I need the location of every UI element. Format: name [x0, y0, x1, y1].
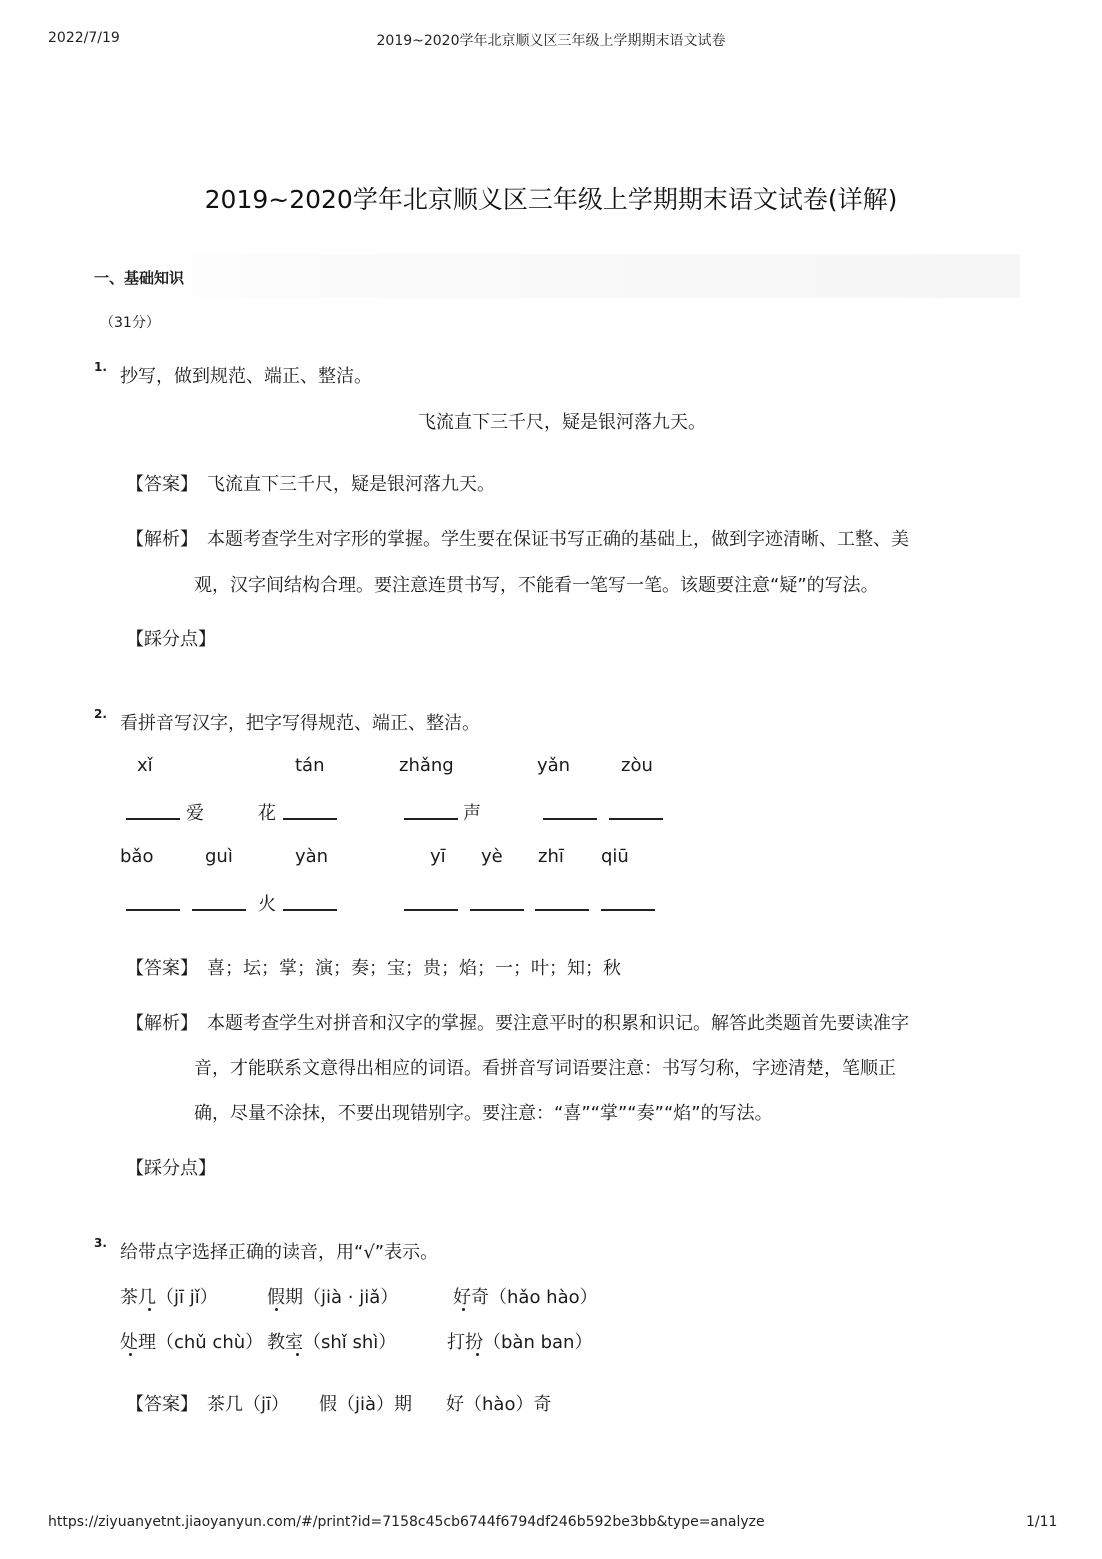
reading-choice-item[interactable]: 教室（shǐ shì）: [267, 1332, 397, 1353]
emphasis-dot: [275, 1308, 278, 1311]
reading-choice-item[interactable]: 打扮（bàn ban）: [447, 1332, 593, 1353]
emphasis-dot: [462, 1308, 465, 1311]
emphasis-dot: [296, 1353, 299, 1356]
given-character: 花: [258, 803, 276, 824]
scoring-label: 【踩分点】: [126, 1158, 216, 1179]
analysis-text-line: 音，才能联系文意得出相应的词语。看拼音写词语要注意：书写匀称，字迹清楚，笔顺正: [194, 1058, 896, 1079]
question-number: 3.: [94, 1236, 107, 1250]
analysis-text-line: 确，尽量不涂抹，不要出现错别字。要注意：“喜”“掌”“奏”“焰”的写法。: [194, 1103, 773, 1124]
pinyin-label: yè: [481, 846, 503, 867]
answer-blank[interactable]: [283, 818, 337, 820]
given-character: 爱: [186, 803, 204, 824]
footer-url[interactable]: https://ziyuanyetnt.jiaoyanyun.com/#/print?id=7158c45cb6744f6794df246b592be3bb&type=analyze: [48, 1514, 765, 1530]
given-character: 声: [463, 803, 481, 824]
section-bar: [88, 254, 1020, 298]
answer-blank[interactable]: [609, 818, 663, 820]
answer-blank[interactable]: [543, 818, 597, 820]
section-score: （31分）: [100, 315, 160, 331]
answer-text-part: 茶几（jī）: [207, 1394, 290, 1415]
pinyin-label: guì: [205, 846, 233, 867]
question-number: 2.: [94, 707, 107, 721]
reading-choice-item[interactable]: 处理（chǔ chù）: [120, 1332, 264, 1353]
reading-choice-item[interactable]: 好奇（hǎo hào）: [453, 1287, 598, 1308]
emphasis-dot: [129, 1353, 132, 1356]
question-prompt: 给带点字选择正确的读音，用“√”表示。: [120, 1242, 439, 1263]
emphasis-dot: [148, 1308, 151, 1311]
analysis-text-line: 观，汉字间结构合理。要注意连贯书写，不能看一笔写一笔。该题要注意“疑”的写法。: [194, 575, 879, 596]
section-title: 一、基础知识: [94, 269, 185, 287]
print-date: 2022/7/19: [48, 30, 120, 46]
answer-label: 【答案】: [126, 958, 198, 979]
print-doc-title: 2019~2020学年北京顺义区三年级上学期期末语文试卷: [376, 33, 726, 49]
given-character: 火: [258, 894, 276, 915]
answer-blank[interactable]: [283, 909, 337, 911]
answer-text-part: 好（hào）奇: [446, 1394, 552, 1415]
answer-text: 飞流直下三千尺，疑是银河落九天。: [207, 474, 495, 495]
question-number: 1.: [94, 360, 107, 374]
pinyin-label: zòu: [621, 755, 653, 776]
answer-blank[interactable]: [126, 909, 180, 911]
answer-text: 喜；坛；掌；演；奏；宝；贵；焰；一；叶；知；秋: [207, 958, 621, 979]
analysis-label: 【解析】: [126, 529, 198, 550]
answer-blank[interactable]: [192, 909, 246, 911]
scoring-label: 【踩分点】: [126, 629, 216, 650]
answer-blank[interactable]: [126, 818, 180, 820]
question-prompt: 看拼音写汉字，把字写得规范、端正、整洁。: [120, 713, 480, 734]
pinyin-label: zhī: [538, 846, 564, 867]
answer-label: 【答案】: [126, 1394, 198, 1415]
pinyin-label: tán: [295, 755, 325, 776]
poem-line: 飞流直下三千尺，疑是银河落九天。: [418, 412, 706, 433]
answer-label: 【答案】: [126, 474, 198, 495]
answer-blank[interactable]: [601, 909, 655, 911]
question-prompt: 抄写，做到规范、端正、整洁。: [120, 366, 372, 387]
pinyin-label: xǐ: [137, 755, 153, 776]
reading-choice-item[interactable]: 茶几（jī jǐ）: [120, 1287, 218, 1308]
page-number: 1/11: [1026, 1514, 1058, 1530]
answer-blank[interactable]: [404, 909, 458, 911]
analysis-label: 【解析】: [126, 1013, 198, 1034]
page-title: 2019~2020学年北京顺义区三年级上学期期末语文试卷(详解): [204, 185, 898, 214]
pinyin-label: yàn: [295, 846, 329, 867]
pinyin-label: bǎo: [120, 846, 154, 867]
answer-blank[interactable]: [535, 909, 589, 911]
emphasis-dot: [476, 1353, 479, 1356]
reading-choice-item[interactable]: 假期（jià · jiǎ）: [267, 1287, 399, 1308]
answer-text-part: 假（jià）期: [319, 1394, 413, 1415]
analysis-text-line: 本题考查学生对字形的掌握。学生要在保证书写正确的基础上，做到字迹清晰、工整、美: [207, 529, 909, 550]
pinyin-label: yǎn: [537, 755, 571, 776]
answer-blank[interactable]: [404, 818, 458, 820]
answer-blank[interactable]: [470, 909, 524, 911]
pinyin-label: qiū: [601, 846, 629, 867]
analysis-text-line: 本题考查学生对拼音和汉字的掌握。要注意平时的积累和识记。解答此类题首先要读准字: [207, 1013, 909, 1034]
pinyin-label: yī: [430, 846, 446, 867]
pinyin-label: zhǎng: [399, 755, 454, 776]
